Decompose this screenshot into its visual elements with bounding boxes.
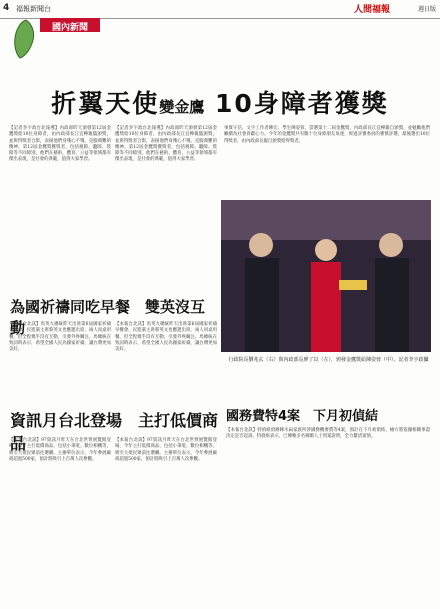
article4-headline: 國務費特4案 下月初偵結 [226,409,379,424]
article2-headline: 為國祈禱同吃早餐 雙英沒互動 [10,298,206,337]
page-header [0,0,440,19]
main-headline [0,84,440,120]
article3-headline: 資訊月台北登場 主打低價商品 [10,411,219,453]
article4-body: 【本報台北訊】特偵組偵辦陳水扁家族所涉國務機要費等4案，預計在下月初偵結，檢方將依據相關事證決定是否起訴。特偵組表示，已傳喚多名相關人士到案說明，全力釐清案情。 [226,428,430,440]
article2-col2: 【本報台北訊】馬英九總統昨天出席第6屆國家祈禱早餐會，民進黨主席蔡英文也應邀出席，兩人同桌用餐，但全程幾乎沒有互動，引發外界關注。馬總統在致詞時表示，希望全國人民為國家祈禱，讓台灣更加美好。 [115,322,217,353]
page-number: 4 [3,3,10,13]
headline-part2: 10身障者獲獎 [214,89,389,118]
award-photo-image [221,200,431,352]
article3-col2: 【本報台北訊】97資訊月昨天在台北世貿展覽館登場，今年主打低價商品，包括小筆電、數位相機等，吸引大批民眾前往選購。主辦單位表示，今年參展廠商超過500家，預計將吸引上百萬人次參觀。 [115,438,217,462]
masthead-logo: 人間福報 [353,5,390,15]
main-article-col1: 【記者李宇政台北報導】內政部昨天頒發第12屆金鷹獎給10位身障者，由內政部長江宜樺親臨頒獎，並與得獎者合影，表揚他們身殘心不殘、克服萬難的精神。第12屆金鷹獎獲獎者，包括視障、聽障、肢障等不同障別，他們在藝術、體育、公益等領域都有傑出表現，是社會的典範，值得大家學習。 [9,126,111,163]
section-band-label: 國內新聞 [51,23,88,33]
award-photo [221,200,431,352]
photo-caption: 行政院長劉兆玄（右）與內政部長廖了以（左），頒發金鷹獎給陳姿蓉（中）。記者李宇政攝 [228,357,429,363]
taiwan-map-icon [8,18,38,60]
article3-col1: 【本報台北訊】97資訊月昨天在台北世貿展覽館登場，今年主打低價商品，包括小筆電、數位相機等，吸引大批民眾前往選購。主辦單位表示，今年參展廠商超過500家，預計將吸引上百萬人次參觀。 [9,438,111,462]
headline-mid: 變金鷹 [159,98,205,116]
publication-info: 週日版 [417,6,436,13]
article2-col1: 【本報台北訊】馬英九總統昨天出席第6屆國家祈禱早餐會，民進黨主席蔡英文也應邀出席，兩人同桌用餐，但全程幾乎沒有互動，引發外界關注。馬總統在致詞時表示，希望全國人民為國家祈禱，讓台灣更加美好。 [9,322,111,353]
main-article-col1b: 【記者李宇政台北報導】內政部昨天頒發第12屆金鷹獎給10位身障者，由內政部長江宜樺親臨頒獎，並與得獎者合影，表揚他們身殘心不殘、克服萬難的精神。第12屆金鷹獎獲獎者，包括視障、聽障、肢障等不同障別，他們在藝術、體育、公益等領域都有傑出表現，是社會的典範，值得大家學習。 [115,126,217,163]
main-article-col2: 事實守信、文字工作者陳宏、學生陳姿蓉，當選第十二屆金鷹獎，內政部長江宜樺親自頒獎，並勉勵他們繼續為社會貢獻心力。今年的金鷹獎共有數十位身障朋友角逐，經過評審委員的審慎評選，最後選出10位得獎者，由內政部長親自頒獎給得獎者。 [224,126,430,144]
headline-part1: 折翼天使 [51,89,160,118]
section-band [40,18,100,32]
section-label: 福報新聞台 [16,5,51,13]
